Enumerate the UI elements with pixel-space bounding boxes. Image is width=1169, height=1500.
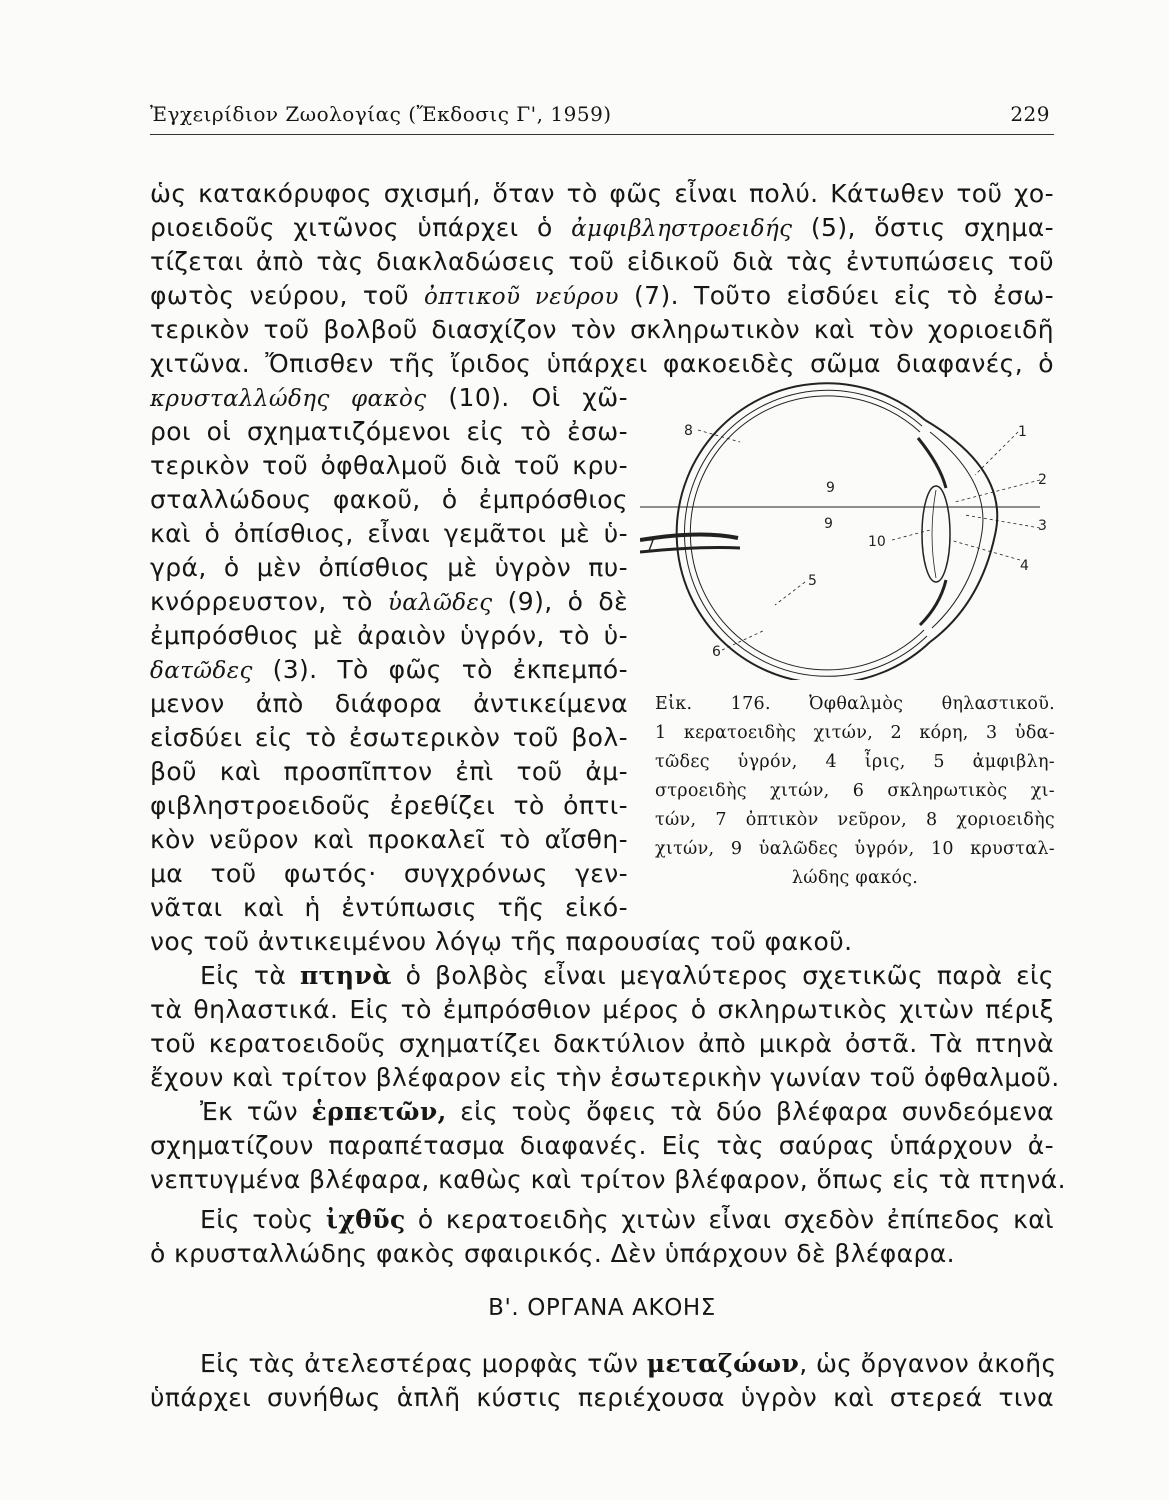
running-header	[150, 100, 1054, 135]
term-italic: ἀμφιβληστροειδής	[571, 216, 793, 242]
label-9-lower: 9	[824, 516, 833, 532]
text-line: ροι οἱ σχηματιζόμενοι εἰς τὸ ἐσω-	[150, 417, 628, 446]
text-line: ἔχουν καὶ τρίτον βλέφαρον εἰς τὴν ἐσωτερικὴν γωνίαν τοῦ ὀφθαλμοῦ.	[150, 1063, 1060, 1092]
text-line: ὑπάρχει συνήθως ἁπλῆ κύστις περιέχουσα ὑγρὸν καὶ στερεά τινα	[150, 1383, 1054, 1412]
caption-line: τών, 7 ὀπτικὸν νεῦρον, 8 χοριοειδὴς	[655, 810, 1055, 830]
leader-6	[722, 630, 765, 650]
text-line: τίζεται ἀπὸ τὰς διακλαδώσεις τοῦ εἰδικοῦ διὰ τὰς ἐντυπώσεις τοῦ	[150, 247, 1054, 276]
term-italic: ὀπτικοῦ νεύρου	[424, 284, 619, 310]
text-line: τὰ θηλαστικά. Εἰς τὸ ἐμπρόσθιον μέρος ὁ σκληρωτικὸς χιτὼν πέριξ	[150, 995, 1054, 1024]
text-line: νεπτυγμένα βλέφαρα, καθὼς καὶ τρίτον βλέφαρον, ὅπως εἰς τὰ πτηνά.	[150, 1165, 1067, 1194]
text-line: ὡς κατακόρυφος σχισμή, ὅταν τὸ φῶς εἶναι πολύ. Κάτωθεν τοῦ χο-	[150, 179, 1054, 208]
lens	[922, 486, 950, 582]
label-4: 4	[1020, 558, 1029, 574]
text-line: μενον ἀπὸ διάφορα ἀντικείμενα	[150, 689, 628, 718]
page-number: 229	[1010, 102, 1050, 126]
leader-3	[965, 515, 1040, 528]
caption-line: τῶδες ὑγρόν, 4 ἶρις, 5 ἀμφιβλη-	[655, 752, 1055, 772]
label-3: 3	[1038, 518, 1047, 534]
text-line: κὸν νεῦρον καὶ προκαλεῖ τὸ αἴσθη-	[150, 825, 628, 854]
text-line: Εἰς τὰ πτηνὰ ὁ βολβὸς εἶναι μεγαλύτερος σχετικῶς παρὰ εἰς	[200, 961, 1054, 990]
text-line: σχηματίζουν παραπέτασμα διαφανές. Εἰς τὰς σαύρας ὑπάρχουν ἀ-	[150, 1131, 1054, 1160]
retina-outline	[690, 396, 924, 670]
text-line: ριοειδοῦς χιτῶνος ὑπάρχει ὁ ἀμφιβληστροειδής (5), ὅστις σχημα-	[150, 213, 1054, 242]
text-line: εἰσδύει εἰς τὸ ἐσωτερικὸν τοῦ βολ-	[150, 723, 628, 752]
text-line: νᾶται καὶ ἡ ἐντύπωσις τῆς εἰκό-	[150, 893, 628, 922]
cornea-outline	[925, 420, 997, 642]
term-italic: ὑαλῶδες	[387, 590, 493, 616]
section-title: Β'. ΟΡΓΑΝΑ ΑΚΟΗΣ	[488, 1295, 716, 1321]
label-8: 8	[684, 423, 693, 439]
eye-figure	[640, 380, 1060, 680]
iris-upper	[918, 438, 946, 488]
label-10: 10	[868, 534, 886, 550]
label-2: 2	[1038, 472, 1047, 488]
term-bold: μεταζώων	[646, 1349, 800, 1378]
text-line: χιτῶνα. Ὄπισθεν τῆς ἴριδος ὑπάρχει φακοειδὲς σῶμα διαφανές, ὁ	[150, 349, 1054, 378]
label-5: 5	[808, 573, 817, 589]
label-6: 6	[712, 644, 721, 660]
text-line: Εἰς τοὺς ἰχθῦς ὁ κερατοειδὴς χιτὼν εἶναι σχεδὸν ἐπίπεδος καὶ	[200, 1205, 1054, 1234]
text-line: φωτὸς νεύρου, τοῦ ὀπτικοῦ νεύρου (7). Τοῦτο εἰσδύει εἰς τὸ ἐσω-	[150, 281, 1054, 310]
text-line: φιβληστροειδοῦς ἐρεθίζει τὸ ὀπτι-	[150, 791, 628, 820]
eye-diagram	[640, 380, 1060, 680]
term-italic: δατῶδες	[150, 658, 253, 684]
text-line: κνόρρευστον, τὸ ὑαλῶδες (9), ὁ δὲ	[150, 587, 628, 616]
leader-10	[892, 530, 930, 540]
text-line: κρυσταλλώδης φακὸς (10). Οἱ χῶ-	[150, 383, 628, 412]
text-line: καὶ ὁ ὀπίσθιος, εἶναι γεμᾶτοι μὲ ὑ-	[150, 519, 628, 548]
choroid-outline	[684, 390, 927, 676]
term-bold: πτηνὰ	[299, 961, 392, 990]
label-1: 1	[1018, 424, 1027, 440]
leader-5	[775, 582, 805, 605]
label-9-upper: 9	[826, 480, 835, 496]
text-line: τερικὸν τοῦ ὀφθαλμοῦ διὰ τοῦ κρυ-	[150, 451, 628, 480]
term-italic: κρυσταλλώδης φακὸς	[150, 386, 427, 412]
leader-2	[955, 480, 1040, 502]
text-line: σταλλώδους φακοῦ, ὁ ἐμπρόσθιος	[150, 485, 628, 514]
optic-nerve-bottom	[640, 548, 740, 553]
text-line: ὁ κρυσταλλώδης φακὸς σφαιρικός. Δὲν ὑπάρχουν δὲ βλέφαρα.	[150, 1239, 955, 1268]
book-title: Ἐγχειρίδιον Ζωολογίας (Ἔκδοσις Γ', 1959)	[150, 102, 612, 126]
text-line: Εἰς τὰς ἀτελεστέρας μορφὰς τῶν μεταζώων, ὡς ὄργανον ἀκοῆς	[200, 1349, 1057, 1378]
text-line: Ἐκ τῶν ἑρπετῶν, εἰς τοὺς ὄφεις τὰ δύο βλέφαρα συνδεόμενα	[200, 1097, 1054, 1126]
text-line: νος τοῦ ἀντικειμένου λόγῳ τῆς παρουσίας τοῦ φακοῦ.	[150, 927, 853, 956]
text-line: βοῦ καὶ προσπῖπτον ἐπὶ τοῦ ἀμ-	[150, 757, 628, 786]
text-line: τερικὸν τοῦ βολβοῦ διασχίζον τὸν σκληρωτικὸν καὶ τὸν χοριοειδῆ	[150, 315, 1054, 344]
term-bold: ἰχθῦς	[325, 1205, 406, 1234]
figure-caption	[655, 690, 1055, 893]
caption-line: 1 κερατοειδὴς χιτών, 2 κόρη, 3 ὑδα-	[655, 723, 1055, 743]
lens-hatch	[932, 490, 936, 578]
caption-line: Εἰκ. 176. Ὀφθαλμὸς θηλαστικοῦ.	[655, 694, 1055, 714]
text-line: δατῶδες (3). Τὸ φῶς τὸ ἐκπεμπό-	[150, 655, 628, 684]
caption-line: χιτών, 9 ὑαλῶδες ὑγρόν, 10 κρυσταλ-	[655, 839, 1055, 859]
caption-line: λώδης φακός.	[791, 868, 919, 888]
text-line: μα τοῦ φωτός· συγχρόνως γεν-	[150, 859, 628, 888]
caption-line: στροειδὴς χιτών, 6 σκληρωτικὸς χι-	[655, 781, 1055, 801]
sclera-outline	[677, 383, 930, 680]
leader-4	[950, 540, 1020, 560]
text-line: ἐμπρόσθιος μὲ ἀραιὸν ὑγρόν, τὸ ὑ-	[150, 621, 628, 650]
text-line: τοῦ κερατοειδοῦς σχηματίζει δακτύλιον ἀπὸ μικρὰ ὀστᾶ. Τὰ πτηνὰ	[150, 1029, 1054, 1058]
label-7: 7	[646, 538, 655, 554]
text-line: γρά, ὁ μὲν ὀπίσθιος μὲ ὑγρὸν πυ-	[150, 553, 628, 582]
term-bold: ἑρπετῶν,	[311, 1097, 447, 1126]
